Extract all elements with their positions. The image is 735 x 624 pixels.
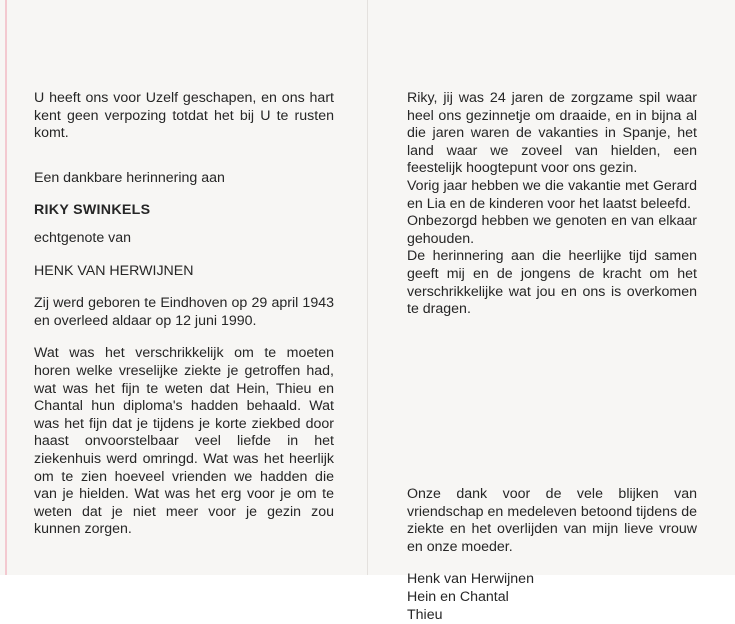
card-fold: [367, 0, 368, 575]
reflection-text: Wat was het verschrikkelijk om te moeten horen welke vreselijke ziekte je getroffen had, wat was het fijn te weten dat Hein, Thieu en Chantal hun diploma's hadden behaald. Wat was het fijn dat je tijdens je korte ziekbed door haast onvoorstelbaar veel liefde in het ziekenhuis werd omringd. Wat was het heerlijk om te zien hoeveel vrienden we hadden die van je hielden. Wat was het erg voor je om te weten dat je niet meer voor je gezin zou kunnen zorgen.: [34, 345, 334, 538]
birth-death-text: Zij werd geboren te Eindhoven op 29 april 1943 en overleed aldaar op 12 juni 1990.: [34, 295, 334, 329]
deceased-name: RIKY SWINKELS: [34, 202, 151, 219]
signature-line: Thieu: [407, 606, 443, 623]
intro-text: U heeft ons voor Uzelf geschapen, en ons hart kent geen verpozing totdat het bij U te rusten komt.: [34, 90, 334, 142]
signature-line: Henk van Herwijnen: [407, 571, 534, 588]
spouse-name: HENK VAN HERWIJNEN: [34, 262, 194, 279]
right-paragraph: Riky, jij was 24 jaren de zorgzame spil waar heel ons gezinnetje om draaide, en in bijna al die jaren waren de vakanties in Spanje, het land waar we zoveel van hielden, een feestelijk hoogtepunt voor ons gezin.: [407, 90, 697, 177]
right-page: [407, 90, 697, 623]
right-paragraph: Onbezorgd hebben we genoten en van elkaar gehouden.: [407, 213, 697, 247]
remembrance-heading: Een dankbare herinnering aan: [34, 169, 225, 186]
right-paragraph: Vorig jaar hebben we die vakantie met Gerard en Lia en de kinderen voor het laatst beleefd.: [407, 177, 697, 212]
left-page: [34, 90, 334, 539]
signature-line: Hein en Chantal: [407, 588, 509, 605]
pink-edge-line: [5, 0, 7, 575]
thanks-block: [407, 486, 697, 624]
right-paragraph: De herinnering aan die heerlijke tijd samen geeft mij en de jongens de kracht om het verschrikkelijke wat jou en ons is overkomen te dragen.: [407, 248, 697, 318]
relation-label: echtgenote van: [34, 229, 132, 246]
thanks-text: Onze dank voor de vele blijken van vriendschap en medeleven betoond tijdens de ziekte en het overlijden van mijn lieve vrouw en onze moeder.: [407, 486, 697, 555]
